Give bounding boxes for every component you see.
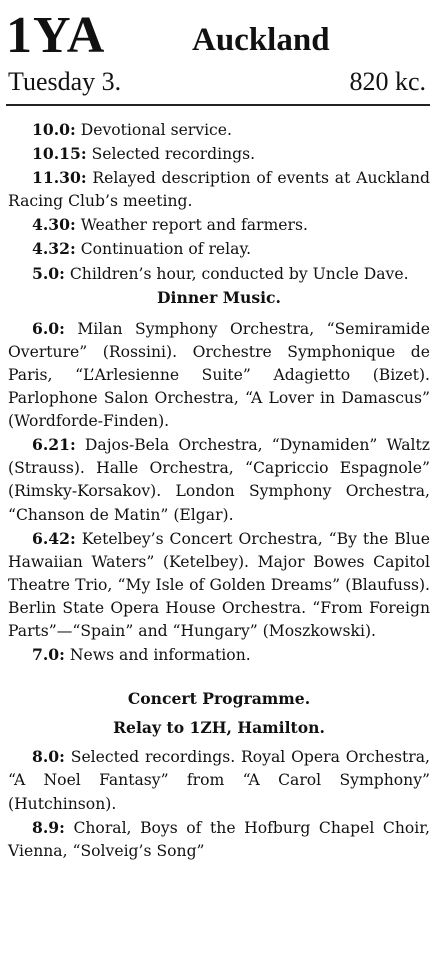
programme-item [8,317,430,433]
programme-time: 7.0: [32,645,65,665]
programme-text: Ketelbey’s Concert Orchestra, “By the Blue Hawaiian Waters” (Ketelbey). Major Bowes Capitol Theatre Trio, “My Isle of Golden Dreams” (Blaufuss). Berlin State Opera House Orchestra. “From Foreign Parts”—“Spain” and “Hungary” (Moszkowski). [8,529,430,640]
programme-item [8,237,430,261]
programme-text: Dajos-Bela Orchestra, “Dynamiden” Waltz (Strauss). Halle Orchestra, “Capriccio Espagnole” (Rimsky-Korsakov). London Symphony Orchestra, “Chanson de Matin” (Elgar). [8,436,430,524]
programme-time: 8.0: [32,747,65,767]
programme-text: Weather report and farmers. [80,216,308,235]
programme-text: Children’s hour, conducted by Uncle Dave. [69,264,409,283]
programme-item [8,527,430,643]
section-heading-relay: Relay to 1ZH, Hamilton. [113,718,325,738]
programme-item [8,643,430,667]
programme-item [8,433,430,526]
station-callsign: 1YA [6,7,106,64]
programme-time: 10.0: [32,120,76,139]
broadcast-day: Tuesday 3. [8,67,122,96]
programme-text: Continuation of relay. [80,240,252,259]
programme-item [8,118,430,142]
programme-item [8,816,430,863]
listing-header [6,6,430,114]
programme-item [8,166,430,213]
station-frequency: 820 kc. [349,67,426,96]
programme-text: Milan Symphony Orchestra, “Semiramide Overture” (Rossini). Orchestre Symphonique de Paris, “L’Arlesienne Suite” Adagietto (Bizet). Parlophone Salon Orchestra, “A Lover in Damascus” (Wordforde-Finden). [8,319,430,431]
programme-time: 6.0: [32,318,65,338]
programme-text: Selected recordings. Royal Opera Orchestra, “A Noel Fantasy” from “A Carol Symphony” (Hutchinson). [8,748,430,813]
station-city: Auckland [192,22,330,58]
programme-time: 8.9: [32,817,65,837]
programme-item [8,213,430,237]
programme-item [8,262,430,286]
programme-text: Choral, Boys of the Hofburg Chapel Choir, Vienna, “Solveig’s Song” [8,818,430,860]
programme-item [8,142,430,166]
programme-text: Devotional service. [80,121,232,139]
programme-column [8,118,430,863]
programme-time: 6.42: [32,528,76,548]
programme-item [8,745,430,815]
programme-time: 4.30: [32,215,76,235]
programme-time: 10.15: [32,144,87,164]
programme-text: News and information. [69,646,251,665]
programme-text: Relayed description of events at Auckland Racing Club’s meeting. [8,169,430,211]
section-heading-concert: Concert Programme. [127,689,311,709]
header-rule [6,104,430,106]
section-heading-dinner: Dinner Music. [157,287,281,307]
programme-time: 6.21: [32,435,76,455]
programme-time: 4.32: [32,239,76,259]
programme-time: 11.30: [32,168,87,188]
programme-text: Selected recordings. [91,145,256,164]
programme-time: 5.0: [32,263,65,283]
